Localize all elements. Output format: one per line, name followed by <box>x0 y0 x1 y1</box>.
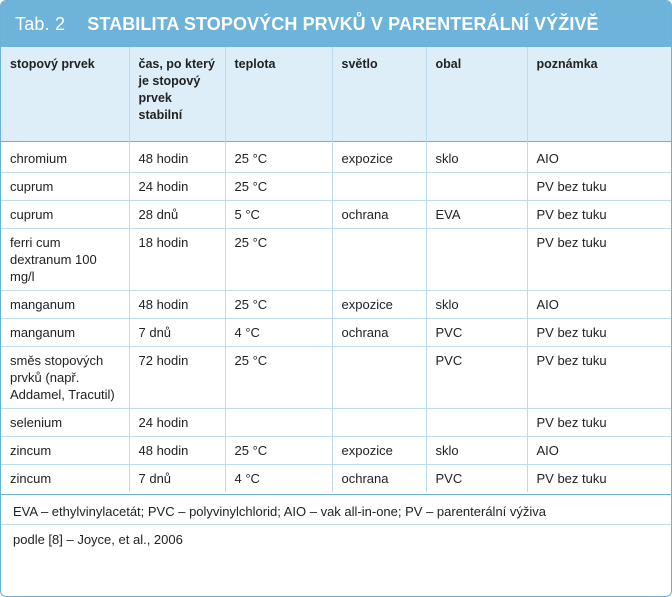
table-footnotes <box>1 494 671 552</box>
cell-light <box>332 172 426 200</box>
stability-table <box>1 47 671 492</box>
table-row <box>1 464 671 492</box>
cell-temperature: 25 °C <box>225 436 332 464</box>
table-row <box>1 228 671 290</box>
cell-light: expozice <box>332 290 426 318</box>
cell-element: cuprum <box>1 200 129 228</box>
cell-container <box>426 228 527 290</box>
cell-time: 28 dnů <box>129 200 225 228</box>
cell-element: směs stopových prvků (např. Addamel, Tracutil) <box>1 346 129 408</box>
cell-note: AIO <box>527 436 671 464</box>
cell-note: PV bez tuku <box>527 408 671 436</box>
cell-light <box>332 408 426 436</box>
cell-element: cuprum <box>1 172 129 200</box>
column-header-container: obal <box>426 47 527 141</box>
table-row <box>1 318 671 346</box>
table-row <box>1 408 671 436</box>
cell-container: EVA <box>426 200 527 228</box>
cell-light: ochrana <box>332 318 426 346</box>
cell-temperature <box>225 408 332 436</box>
cell-container: sklo <box>426 436 527 464</box>
cell-container: PVC <box>426 346 527 408</box>
abbreviations-note: EVA – ethylvinylacetát; PVC – polyvinylchlorid; AIO – vak all-in-one; PV – parenterální výživa <box>13 503 547 519</box>
cell-note: PV bez tuku <box>527 464 671 492</box>
cell-note: AIO <box>527 290 671 318</box>
cell-light <box>332 346 426 408</box>
column-header-temperature: teplota <box>225 47 332 141</box>
cell-element: chromium <box>10 150 68 166</box>
cell-time: 7 dnů <box>129 318 225 346</box>
table-row <box>1 436 671 464</box>
cell-time: 48 hodin <box>129 141 225 172</box>
cell-light <box>332 228 426 290</box>
table-header <box>1 47 671 141</box>
cell-note: AIO <box>527 141 671 172</box>
cell-time: 7 dnů <box>129 464 225 492</box>
cell-container: PVC <box>426 464 527 492</box>
cell-time: 24 hodin <box>129 408 225 436</box>
cell-element: ferri cum dextranum 100 mg/l <box>1 228 129 290</box>
column-header-light: světlo <box>332 47 426 141</box>
cell-temperature: 4 °C <box>225 318 332 346</box>
cell-time: 72 hodin <box>129 346 225 408</box>
cell-container: sklo <box>426 290 527 318</box>
column-header-time: čas, po který je stopový prvek stabilní <box>129 47 225 141</box>
cell-element: zincum <box>1 464 129 492</box>
cell-container <box>426 408 527 436</box>
table-row <box>1 141 671 172</box>
cell-element: selenium <box>1 408 129 436</box>
cell-temperature: 25 °C <box>225 346 332 408</box>
cell-time: 48 hodin <box>129 290 225 318</box>
cell-container: PVC <box>426 318 527 346</box>
table-number: Tab. 2 <box>15 13 66 34</box>
cell-light: ochrana <box>332 464 426 492</box>
cell-temperature: 5 °C <box>225 200 332 228</box>
table-row <box>1 172 671 200</box>
cell-temperature: 4 °C <box>225 464 332 492</box>
cell-note: PV bez tuku <box>527 200 671 228</box>
cell-container: sklo <box>426 141 527 172</box>
table-row <box>1 290 671 318</box>
table-heading: STABILITA STOPOVÝCH PRVKŮ V PARENTERÁLNÍ VÝŽIVĚ <box>87 13 599 34</box>
cell-temperature: 25 °C <box>225 141 332 172</box>
cell-container <box>426 172 527 200</box>
cell-time: 48 hodin <box>129 436 225 464</box>
table-title-bar <box>1 1 671 47</box>
cell-element: manganum <box>1 290 129 318</box>
cell-note: PV bez tuku <box>527 228 671 290</box>
cell-temperature: 25 °C <box>225 228 332 290</box>
cell-element: zincum <box>1 436 129 464</box>
cell-time: 18 hodin <box>129 228 225 290</box>
cell-note: PV bez tuku <box>527 346 671 408</box>
table-row <box>1 200 671 228</box>
column-header-note: poznámka <box>527 47 671 141</box>
cell-light: ochrana <box>332 200 426 228</box>
cell-element: manganum <box>1 318 129 346</box>
cell-temperature: 25 °C <box>225 172 332 200</box>
cell-time: 24 hodin <box>129 172 225 200</box>
cell-note: PV bez tuku <box>527 318 671 346</box>
source-note: podle [8] – Joyce, et al., 2006 <box>1 524 671 552</box>
column-header-element: stopový prvek <box>10 57 95 71</box>
table-body <box>1 141 671 492</box>
cell-temperature: 25 °C <box>225 290 332 318</box>
table-row <box>1 346 671 408</box>
cell-light: expozice <box>332 436 426 464</box>
cell-note: PV bez tuku <box>527 172 671 200</box>
cell-light: expozice <box>332 141 426 172</box>
